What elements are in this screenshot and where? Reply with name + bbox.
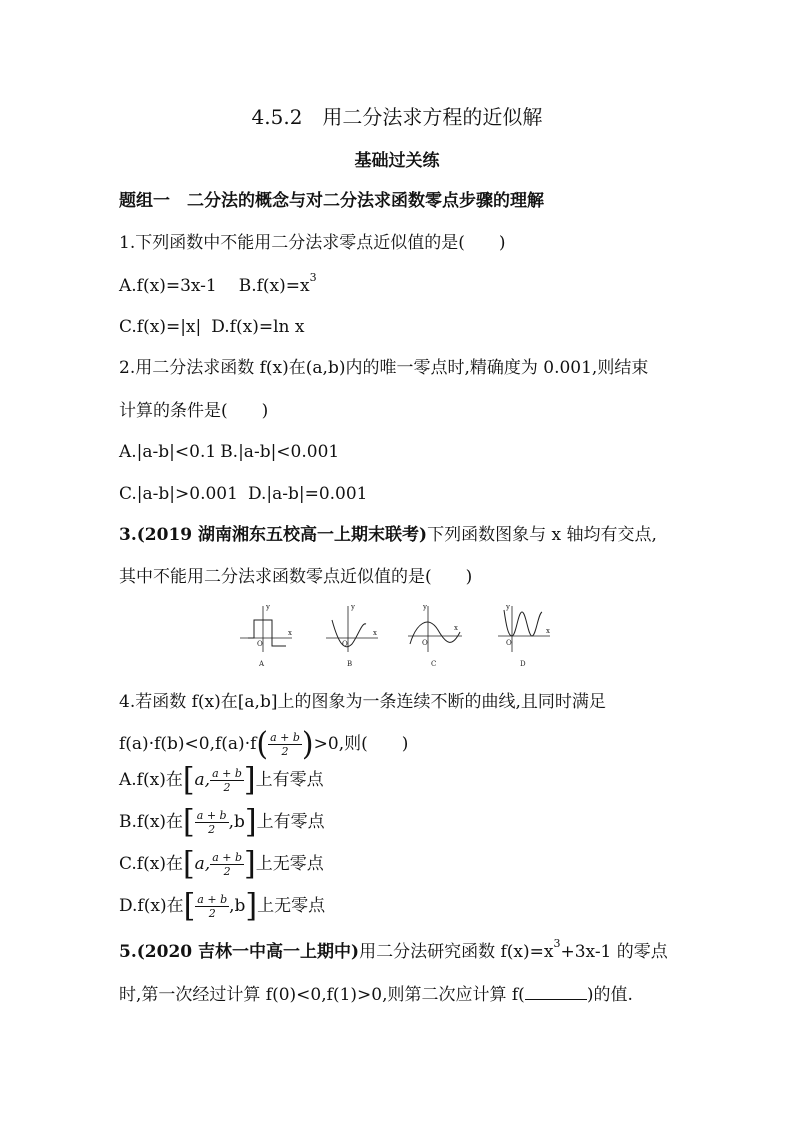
q3-stem-line1: 3.(2019 湖南湘东五校高一上期末联考)下列函数图象与 x 轴均有交点,	[119, 525, 657, 545]
q2-options-row1	[119, 441, 339, 463]
q2-option-b: B.|a-b|<0.001	[220, 442, 340, 462]
q3-stem-line2: 其中不能用二分法求函数零点近似值的是( )	[119, 567, 473, 587]
graph-b-x-label: x	[373, 629, 377, 637]
q5-stem-line1: 5.(2020 吉林一中高一上期中)用二分法研究函数 $f(x)=x^3+3x-1$ 的零点	[119, 937, 668, 962]
graph-a-y-label: y	[266, 603, 270, 611]
graph-d-x-label: x	[546, 627, 550, 635]
q3-source: 3.(2019 湖南湘东五校高一上期末联考)	[119, 525, 428, 545]
graph-d	[498, 603, 550, 668]
q4-option-c: C.f(x)在[a, $\frac{a + b}{2}$ ]上无零点	[119, 845, 324, 883]
graph-d-origin: O	[506, 639, 512, 647]
graph-d-caption: D	[520, 660, 526, 668]
q1-option-c: C.f(x)=|x|	[119, 317, 202, 337]
q4-condition: f(a)·f(b)<0,f(a)·f( $\frac{a + b}{2}$ )>0,则( )	[119, 725, 409, 763]
section-subtitle: 基础过关练	[354, 151, 440, 171]
q4-option-b: B.f(x)在[ $\frac{a + b}{2}$ ,b]上有零点	[119, 803, 325, 841]
q2-options-row2	[119, 483, 368, 505]
graph-d-y-label: y	[506, 603, 510, 611]
graph-a-origin: O	[257, 640, 263, 648]
graph-c-y-label: y	[423, 603, 427, 611]
q1-option-a: A.f(x)=3x-1	[119, 276, 217, 296]
graph-a-caption: A	[259, 660, 265, 668]
q5-source: 5.(2020 吉林一中高一上期中)	[119, 942, 360, 962]
q2-option-a: A.|a-b|<0.1	[119, 442, 217, 462]
group-heading: 题组一 二分法的概念与对二分法求函数零点步骤的理解	[119, 191, 544, 211]
graph-c-origin: O	[422, 639, 428, 647]
graph-a	[240, 603, 292, 668]
q1-options-row1	[119, 271, 317, 297]
graph-b-caption: B	[347, 660, 353, 668]
q5-stem-line2: 时,第一次经过计算 f(0)<0,f(1)>0,则第二次应计算 f( )的值.	[119, 985, 633, 1005]
q1-stem: 1.下列函数中不能用二分法求零点近似值的是( )	[119, 233, 506, 253]
graph-b-y-label: y	[351, 603, 355, 611]
graph-b-origin: O	[342, 640, 348, 648]
q4-option-d: D.f(x)在[ $\frac{a + b}{2}$ ,b]上无零点	[119, 887, 326, 925]
graph-b	[326, 603, 378, 668]
q4-midpoint-fraction: $\frac{a + b}{2}$	[270, 731, 300, 758]
q2-stem-line2: 计算的条件是( )	[119, 401, 269, 421]
graph-c-x-label: x	[454, 624, 458, 632]
q2-option-c: C.|a-b|>0.001	[119, 484, 238, 504]
q2-stem-line1: 2.用二分法求函数 f(x)在(a,b)内的唯一零点时,精确度为 0.001,则结束	[119, 358, 649, 378]
q1-option-b: $B.f(x)=x^3$	[238, 271, 317, 296]
graph-a-x-label: x	[288, 629, 292, 637]
q1-option-d: D.f(x)=ln x	[211, 317, 305, 337]
page-title: 4.5.2 用二分法求方程的近似解	[251, 105, 543, 129]
q1-options-row2	[119, 316, 304, 338]
q2-option-d: D.|a-b|=0.001	[247, 484, 368, 504]
q5-answer-blank[interactable]	[525, 983, 587, 1000]
q4-stem-line1: 4.若函数 f(x)在[a,b]上的图象为一条连续不断的曲线,且同时满足	[119, 692, 606, 712]
q4-option-a: A.f(x)在[a, $\frac{a + b}{2}$ ]上有零点	[119, 761, 324, 799]
graph-c-caption: C	[431, 660, 437, 668]
q3-function-graphs	[240, 600, 560, 670]
graph-c	[408, 603, 462, 668]
